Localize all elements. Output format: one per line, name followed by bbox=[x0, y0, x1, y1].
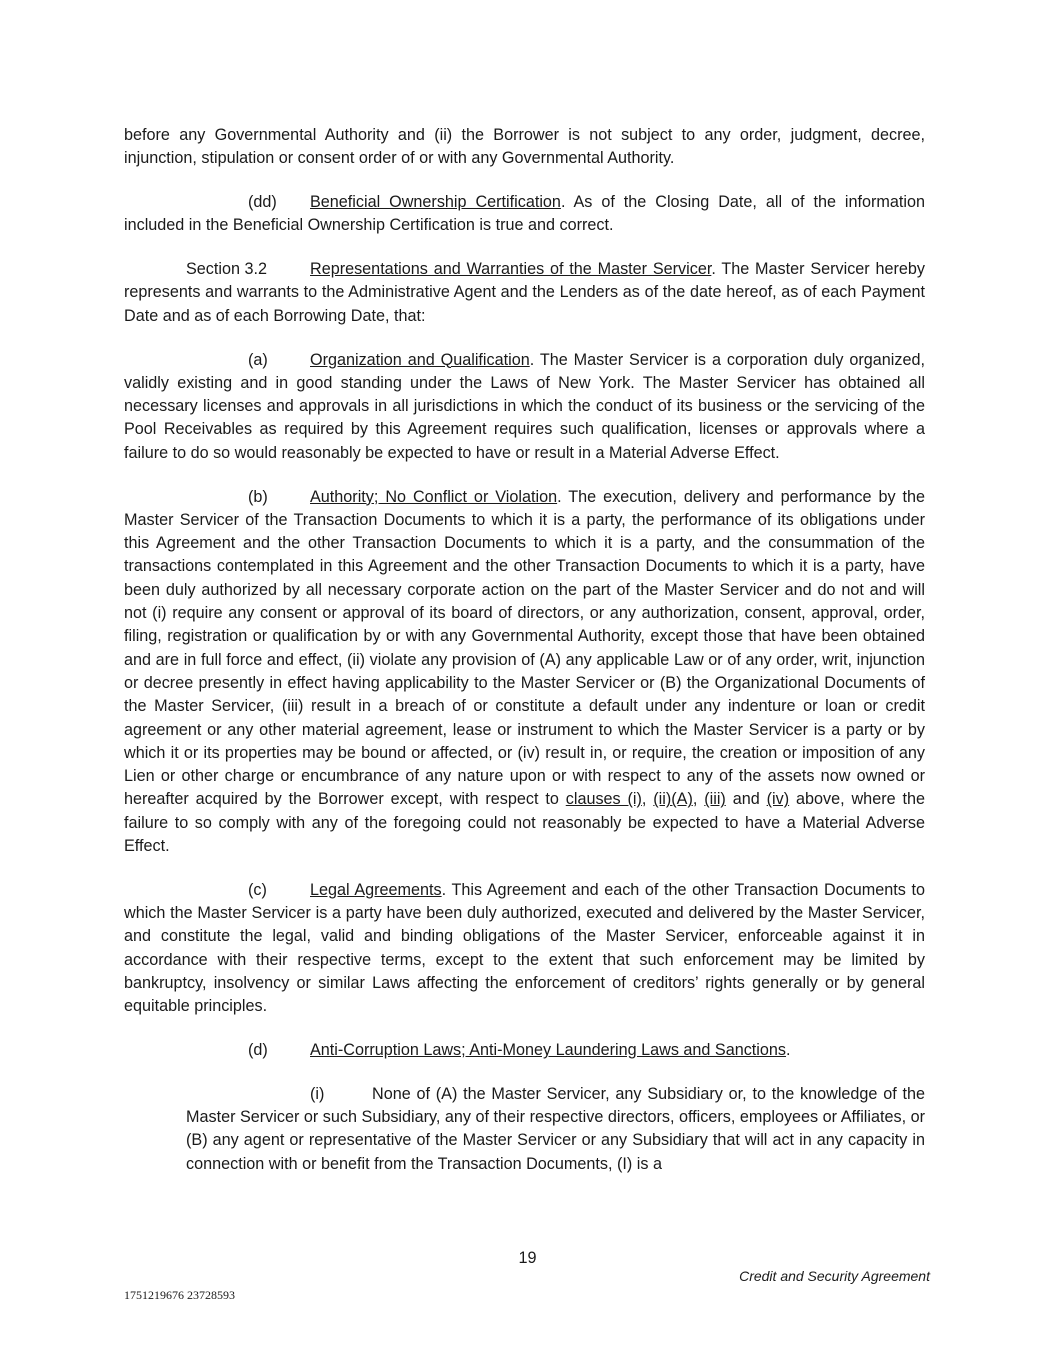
paragraph-label: (b) bbox=[248, 487, 268, 506]
paragraph-text: None of (A) the Master Servicer, any Subsidiary or, to the knowledge of the Master Servicer or such Subsidiary, any of their respective directors, officers, employees or Affiliates, or (B) any agent or representative of the Master Servicer or any Subsidiary that will act in any capacity in connection with or benefit from the Transaction Documents, (I) is a bbox=[186, 1084, 925, 1173]
section-heading: Representations and Warranties of the Master Servicer bbox=[310, 260, 712, 279]
paragraph-text: . The execution, delivery and performance by the Master Servicer of the Transaction Documents to which it is a party, the performance of its obligations under this Agreement and the other Transaction Documents to which it is a party, and the consummation of the transactions contemplated in this Agreement and the other Transaction Documents to which it is a party, have been duly authorized by all necessary corporate action on the part of the Master Servicer and do not and will not (i) require any consent or approval of its board of directors, or any authorization, consent, approval, order, filing, registration or qualification by or with any Governmental Authority, except those that have been obtained and are in full force and effect, (ii) violate any provision of (A) any applicable Law or of any order, writ, injunction or decree presently in effect having applicability to the Master Servicer or (B) the Organizational Documents of the Master Servicer, (iii) result in a breach of or constitute a default under any indenture or loan or credit agreement or any other material agreement, lease or instrument to which the Master Servicer is a party or by which it or its properties may be bound or affected, or (iv) result in, or require, the creation or imposition of any Lien or other charge or encumbrance of any nature upon or with respect to any of the assets now owned or hereafter acquired by the Borrower except, with respect to bbox=[124, 487, 926, 809]
document-page bbox=[124, 124, 925, 1176]
paragraph-d bbox=[124, 1039, 925, 1062]
paragraph-label: (d) bbox=[248, 1041, 268, 1060]
page-number: 19 bbox=[518, 1249, 537, 1267]
paragraph-heading: Legal Agreements bbox=[310, 880, 442, 899]
section-label: Section 3.2 bbox=[186, 260, 267, 279]
intro-paragraph: before any Governmental Authority and (ii) the Borrower is not subject to any order, judgment, decree, injunction, stipulation or consent order of or with any Governmental Authority. bbox=[124, 126, 925, 168]
paragraph-d-i bbox=[186, 1083, 925, 1176]
paragraph-heading: Beneficial Ownership Certification bbox=[310, 193, 561, 212]
paragraph-text: . As of the Closing Date, all of the information included in the Beneficial Ownership Certification is true and correct. bbox=[124, 193, 925, 235]
footer-document-title: Credit and Security Agreement bbox=[739, 1268, 930, 1284]
paragraph-b bbox=[124, 486, 925, 859]
paragraph-label: (a) bbox=[248, 350, 268, 369]
paragraph-c bbox=[124, 879, 925, 1019]
paragraph-heading: Anti-Corruption Laws; Anti-Money Laundering Laws and Sanctions bbox=[310, 1041, 787, 1060]
paragraph-dd bbox=[124, 191, 925, 238]
paragraph-tail: above, where the failure to so comply with any of the foregoing could not reasonably be expected to have a Material Adverse Effect. bbox=[124, 790, 925, 856]
document-id: 1751219676 23728593 bbox=[124, 1288, 235, 1302]
separator: , bbox=[692, 790, 705, 809]
paragraph-text: . The Master Servicer is a corporation duly organized, validly existing and in good standing under the Laws of New York. The Master Servicer has obtained all necessary licenses and approvals in all jurisdictions in which the conduct of its business or the servicing of the Pool Receivables as required by this Agreement requires such qualification, licenses or approvals where a failure to do so would reasonably be expected to have or result in a Material Adverse Effect. bbox=[124, 350, 925, 462]
section-text: . The Master Servicer hereby represents and warrants to the Administrative Agent and the Lenders as of the date hereof, as of each Payment Date and as of each Borrowing Date, that: bbox=[124, 260, 926, 325]
clause-reference: clauses (i) bbox=[565, 790, 642, 809]
clause-reference: (ii)(A) bbox=[653, 790, 693, 809]
paragraph-label: (i) bbox=[310, 1084, 325, 1103]
clause-reference: (iv) bbox=[766, 790, 790, 809]
separator: , bbox=[641, 790, 654, 809]
clause-reference: (iii) bbox=[704, 790, 726, 809]
paragraph-heading: Organization and Qualification bbox=[310, 350, 530, 369]
paragraph-label: (c) bbox=[248, 880, 267, 899]
paragraph-text: . This Agreement and each of the other Transaction Documents to which the Master Servicer is a party have been duly authorized, executed and delivered by the Master Servicer, and constitute the legal, valid and binding obligations of the Master Servicer, enforceable against it in accordance with their respective terms, except to the extent that such enforcement may be limited by bankruptcy, insolvency or similar Laws affecting the enforcement of creditors’ rights generally or by general equitable principles. bbox=[124, 880, 925, 1016]
paragraph-a bbox=[124, 349, 925, 465]
separator: and bbox=[725, 790, 767, 809]
paragraph-text: . bbox=[786, 1041, 791, 1060]
paragraph-heading: Authority; No Conflict or Violation bbox=[310, 487, 558, 506]
section-3-2 bbox=[124, 258, 925, 328]
paragraph-label: (dd) bbox=[248, 193, 277, 212]
